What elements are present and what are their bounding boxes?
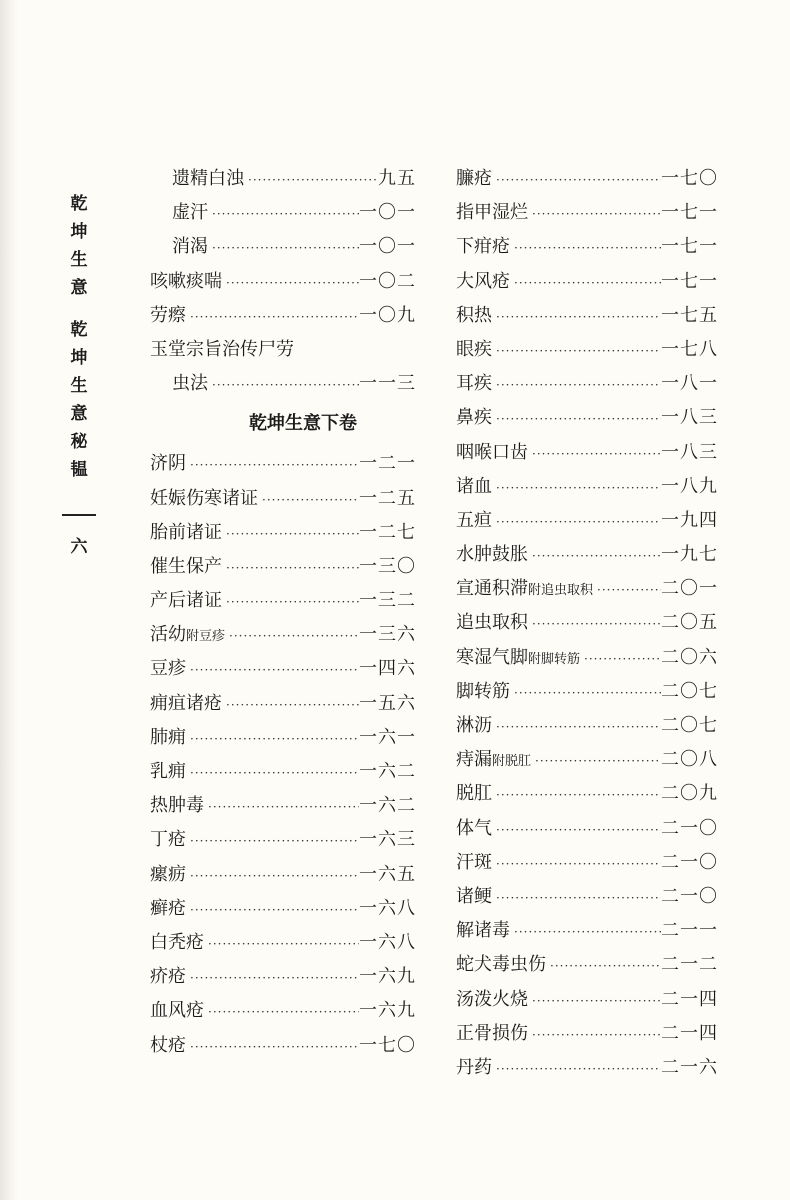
- toc-entry-page: 二〇七: [661, 680, 718, 702]
- toc-entry-title: [150, 687, 222, 721]
- toc-entry-title-main: 鼻疾: [456, 407, 492, 429]
- toc-entry: [456, 812, 718, 846]
- toc-entry-title: [456, 641, 580, 677]
- toc-entry-page: 一六九: [359, 1000, 416, 1022]
- toc-entry: [150, 265, 416, 299]
- toc-entry-page: 一六二: [359, 795, 416, 817]
- leader-dots: [492, 505, 661, 539]
- toc-entry-title-main: 蛇犬毒虫伤: [456, 954, 546, 976]
- toc-entry-page: 二一〇: [661, 817, 718, 839]
- toc-entry-page: 二〇八: [661, 749, 718, 771]
- toc-entry: [150, 960, 416, 994]
- toc-entry-title: [456, 880, 492, 914]
- toc-entry-title: [456, 675, 510, 709]
- toc-entry-page: 一七一: [661, 236, 718, 258]
- toc-entry-title-main: 乳痈: [150, 761, 186, 782]
- toc-entry: [456, 606, 718, 640]
- toc-entry-title: [150, 162, 244, 196]
- toc-entry-title-main: 寒湿气脚: [456, 646, 528, 668]
- toc-entry-page: 一六八: [359, 897, 416, 919]
- leader-dots: [186, 893, 359, 927]
- toc-entry-title-main: 体气: [456, 817, 492, 839]
- toc-entry-title-main: 血风疮: [150, 1000, 204, 1022]
- toc-entry-page: 一九七: [661, 544, 718, 566]
- toc-entry-title-main: 咽喉口齿: [456, 441, 528, 463]
- toc-entry-title: [150, 333, 294, 367]
- toc-entry: [456, 914, 718, 948]
- toc-entry-page: 一八九: [661, 475, 718, 497]
- toc-entry-title-main: 劳瘵: [150, 304, 186, 326]
- toc-entry-note: 附脱肛: [492, 754, 532, 770]
- leader-dots: [222, 517, 359, 551]
- toc-entry: [150, 994, 416, 1028]
- toc-entry-title-main: 追虫取积: [456, 612, 528, 634]
- leader-dots: [528, 197, 661, 231]
- toc-entry-title-main: 脱肛: [456, 783, 492, 805]
- leader-dots: [492, 710, 661, 744]
- toc-entry: [150, 755, 416, 789]
- leader-dots: [244, 163, 378, 197]
- leader-dots: [222, 266, 359, 300]
- toc-entry-title: [456, 470, 492, 504]
- toc-entry-page: 二一二: [661, 954, 718, 976]
- toc-entry-title: [150, 1029, 186, 1063]
- toc-entry-title-main: 汤泼火烧: [456, 988, 528, 1010]
- toc-entry: [456, 743, 718, 777]
- leader-dots: [510, 266, 661, 300]
- running-head-char: 生: [70, 376, 88, 396]
- running-head-char: 坤: [70, 222, 88, 242]
- toc-entry: [456, 436, 718, 470]
- toc-entry-title-main: 眼疾: [456, 338, 492, 360]
- toc-entry-title-main: 丁疮: [150, 829, 186, 851]
- toc-entry: [456, 641, 718, 675]
- toc-entry-page: 一九四: [661, 509, 718, 531]
- toc-entry-page: 一三二: [359, 590, 416, 612]
- toc-entry-title: [456, 983, 528, 1017]
- toc-entry: [456, 265, 718, 299]
- leader-dots: [528, 984, 661, 1018]
- toc-entry-page: 一六八: [359, 931, 416, 953]
- leader-dots: [492, 163, 661, 197]
- toc-entry-title-main: 玉堂宗旨治传尸劳: [150, 338, 294, 360]
- page-number: 六: [70, 537, 88, 557]
- toc-entry-title: [150, 721, 186, 755]
- leader-dots: [204, 995, 359, 1029]
- toc-entry-page: 一四六: [359, 658, 416, 680]
- toc-entry-page: 一二七: [359, 521, 416, 543]
- toc-entry: [150, 823, 416, 857]
- toc-entry-page: 一〇一: [359, 236, 416, 258]
- toc-entry-note: 附豆疹: [186, 629, 226, 645]
- leader-dots: [528, 1018, 661, 1052]
- toc-entry-page: 一三〇: [359, 555, 416, 577]
- toc-entry: [456, 880, 718, 914]
- leader-dots: [492, 813, 661, 847]
- running-head-char: 生: [70, 250, 88, 270]
- toc-entry-title-main: 积热: [456, 304, 492, 326]
- leader-dots: [186, 722, 359, 756]
- toc-entry-title-main: 水肿鼓胀: [456, 544, 528, 566]
- toc-entry-page: 一八三: [661, 407, 718, 429]
- toc-entry: [456, 675, 718, 709]
- toc-entry-title-main: 杖疮: [150, 1034, 186, 1056]
- leader-dots: [492, 881, 661, 915]
- toc-entry-page: 二一〇: [661, 851, 718, 873]
- toc-entry-title-main: 虫法: [172, 373, 208, 395]
- toc-entry-title: [150, 482, 258, 516]
- toc-entry-title: [456, 914, 510, 948]
- toc-entry-page: 一七一: [661, 202, 718, 224]
- toc-entry: [456, 196, 718, 230]
- toc-entry-title: [456, 401, 492, 435]
- toc-entry: [150, 550, 416, 584]
- toc-entry-title-main: 痔漏: [456, 749, 492, 771]
- toc-entry-title-main: 消渴: [172, 236, 208, 258]
- toc-entry-page: 九五: [378, 168, 416, 189]
- toc-entry-page: 二〇九: [661, 783, 718, 805]
- toc-entry-page: 一七〇: [661, 168, 718, 189]
- toc-entry: [150, 299, 416, 333]
- toc-entry-page: 一〇一: [359, 202, 416, 224]
- leader-dots: [258, 483, 359, 517]
- toc-entry-title: [456, 265, 510, 299]
- leader-dots: [492, 368, 661, 402]
- leader-dots: [546, 949, 661, 983]
- toc-entry-title: [150, 196, 208, 230]
- leader-dots: [186, 859, 359, 893]
- toc-entry-title-main: 虚汗: [172, 202, 208, 224]
- toc-entry: [150, 333, 416, 367]
- toc-entry-page: 一七五: [661, 304, 718, 326]
- toc-entry-title-main: 宣通积滞: [456, 578, 528, 600]
- toc-entry-title: [150, 230, 208, 264]
- toc-entry-page: 二一四: [661, 1022, 718, 1044]
- toc-entry: [150, 162, 416, 196]
- leader-dots: [208, 368, 359, 402]
- toc-entry: [456, 983, 718, 1017]
- leader-dots: [593, 573, 661, 607]
- toc-entry-title: [456, 333, 492, 367]
- toc-entry-title-main: 解诸毒: [456, 920, 510, 942]
- leader-dots: [222, 688, 359, 722]
- toc-entry-title-main: 活幼: [150, 624, 186, 646]
- toc-entry: [456, 1051, 718, 1085]
- section-title-text: 乾坤生意下卷: [249, 413, 357, 435]
- leader-dots: [225, 619, 359, 653]
- toc-entry-title: [150, 367, 208, 401]
- toc-entry-title-main: 咳嗽痰喘: [150, 270, 222, 292]
- toc-entry-title: [150, 652, 186, 686]
- toc-entry-note: 附追虫取积: [528, 583, 594, 599]
- toc-entry-title: [150, 994, 204, 1028]
- running-head-gap: [62, 302, 96, 316]
- toc-entry: [150, 652, 416, 686]
- toc-entry-title: [456, 777, 492, 811]
- leader-dots: [492, 402, 661, 436]
- toc-entry-title-main: 丹药: [456, 1056, 492, 1078]
- leader-dots: [580, 642, 661, 676]
- running-head-rule: [62, 514, 96, 516]
- toc-entry-title-main: 诸血: [456, 475, 492, 497]
- toc-entry: [150, 482, 416, 516]
- toc-entry-title-main: 耳疾: [456, 373, 492, 395]
- toc-entry-title: [150, 926, 204, 960]
- toc-entry-page: 一六五: [359, 863, 416, 885]
- toc-entry-title: [456, 504, 492, 538]
- toc-entry: [150, 516, 416, 550]
- toc-entry: [150, 858, 416, 892]
- toc-entry-title-main: 五疸: [456, 509, 492, 531]
- toc-entry: [150, 687, 416, 721]
- toc-entry-title: [150, 447, 186, 481]
- leader-dots: [208, 231, 359, 265]
- running-head-char: 乾: [70, 320, 88, 340]
- toc-entry-page: 一七八: [661, 338, 718, 360]
- toc-entry-title: [456, 367, 492, 401]
- toc-entry-page: 二一四: [661, 988, 718, 1010]
- toc-entry: [456, 777, 718, 811]
- page-edge-shadow: [0, 0, 18, 1200]
- toc-entry-page: 二一〇: [661, 885, 718, 907]
- toc-entry-title-main: 肺痈: [150, 726, 186, 748]
- leader-dots: [186, 1030, 359, 1064]
- leader-dots: [492, 334, 661, 368]
- running-head-char: 秘: [70, 432, 88, 452]
- leader-dots: [528, 437, 661, 471]
- toc-entry: [456, 367, 718, 401]
- toc-entry-page: 二〇五: [661, 612, 718, 634]
- toc-entry-page: 二一一: [661, 920, 718, 942]
- toc-entry: [456, 470, 718, 504]
- toc-entry-page: 一二一: [359, 453, 416, 475]
- toc-entry-title-main: 指甲湿烂: [456, 202, 528, 224]
- toc-entry-page: 一六三: [359, 829, 416, 851]
- toc-entry-title: [456, 436, 528, 470]
- toc-left-column: [150, 162, 416, 1063]
- toc-entry-page: 二〇七: [661, 715, 718, 736]
- toc-entry-page: 一〇九: [359, 304, 416, 326]
- toc-right-column: [456, 162, 718, 1085]
- toc-entry: [456, 333, 718, 367]
- toc-entry-title-main: 瘰疬: [150, 863, 186, 885]
- leader-dots: [510, 915, 661, 949]
- toc-entry: [456, 401, 718, 435]
- toc-entry-title: [456, 709, 492, 743]
- toc-entry-title-main: 臁疮: [456, 168, 492, 189]
- toc-entry-title: [150, 584, 222, 618]
- toc-entry: [456, 709, 718, 743]
- toc-entry: [150, 367, 416, 401]
- toc-entry-title: [150, 789, 204, 823]
- toc-entry: [456, 846, 718, 880]
- toc-entry-title: [150, 516, 222, 550]
- toc-entry-title: [150, 550, 222, 584]
- leader-dots: [186, 300, 359, 334]
- running-head-vertical: [62, 190, 96, 484]
- toc-entry-note: 附脚转筋: [528, 651, 581, 667]
- toc-entry-title-main: 大风疮: [456, 270, 510, 292]
- toc-entry-page: 一六二: [359, 761, 416, 782]
- toc-entry-title-main: 胎前诸证: [150, 521, 222, 543]
- toc-entry-page: 一七〇: [359, 1034, 416, 1056]
- toc-entry-page: 一六九: [359, 966, 416, 988]
- running-head-char: 意: [70, 278, 88, 298]
- running-head-char: 乾: [70, 194, 88, 214]
- toc-entry: [456, 504, 718, 538]
- toc-entry-title: [456, 196, 528, 230]
- toc-entry-title-main: 脚转筋: [456, 680, 510, 702]
- leader-dots: [492, 778, 661, 812]
- leader-dots: [208, 197, 359, 231]
- toc-entry-title: [456, 812, 492, 846]
- leader-dots: [510, 231, 661, 265]
- leader-dots: [492, 847, 661, 881]
- running-head-char: 韫: [70, 460, 88, 480]
- toc-entry-title: [150, 755, 186, 789]
- toc-entry-title-main: 遗精白浊: [172, 168, 244, 189]
- toc-entry-title-main: 痈疽诸疮: [150, 692, 222, 714]
- toc-entry-page: 二〇六: [661, 646, 718, 668]
- leader-dots: [222, 585, 359, 619]
- toc-entry-title-main: 豆疹: [150, 658, 186, 680]
- toc-entry: [150, 789, 416, 823]
- toc-entry-title-main: 催生保产: [150, 555, 222, 577]
- toc-entry-page: 一七一: [661, 270, 718, 292]
- leader-dots: [531, 744, 661, 778]
- toc-entry-page: 一二五: [359, 487, 416, 509]
- toc-entry-title: [456, 572, 593, 608]
- toc-entry-title: [456, 948, 546, 982]
- toc-entry-title-main: 下疳疮: [456, 236, 510, 258]
- leader-dots: [528, 539, 661, 573]
- leader-dots: [528, 607, 661, 641]
- toc-entry-title: [456, 846, 492, 880]
- toc-entry-page: 一五六: [359, 692, 416, 714]
- toc-entry-page: 二〇一: [661, 578, 718, 600]
- toc-entry-title-main: 妊娠伤寒诸证: [150, 487, 258, 509]
- leader-dots: [492, 471, 661, 505]
- toc-entry-title: [456, 1051, 492, 1085]
- leader-dots: [222, 551, 359, 585]
- toc-entry-title-main: 热肿毒: [150, 795, 204, 817]
- toc-entry-title: [456, 743, 531, 779]
- toc-entry-title: [150, 892, 186, 926]
- toc-entry-title: [150, 618, 225, 654]
- toc-entry-page: 一一三: [359, 373, 416, 395]
- toc-entry: [456, 572, 718, 606]
- leader-dots: [492, 1052, 661, 1086]
- toc-entry-page: 一〇二: [359, 270, 416, 292]
- toc-entry-page: 一八一: [661, 373, 718, 395]
- section-title: [150, 401, 416, 447]
- toc-entry-page: 一三六: [359, 624, 416, 646]
- toc-entry-title: [150, 823, 186, 857]
- leader-dots: [510, 676, 661, 710]
- toc-entry-title-main: 诸鲠: [456, 885, 492, 907]
- toc-entry: [150, 892, 416, 926]
- toc-entry: [456, 230, 718, 264]
- leader-dots: [204, 927, 359, 961]
- toc-entry: [150, 196, 416, 230]
- toc-entry-title-main: 正骨损伤: [456, 1022, 528, 1044]
- toc-entry-title-main: 产后诸证: [150, 590, 222, 612]
- leader-dots: [186, 653, 359, 687]
- toc-entry: [150, 618, 416, 652]
- toc-entry-title: [456, 299, 492, 333]
- toc-entry: [150, 447, 416, 481]
- toc-entry-title: [456, 1017, 528, 1051]
- toc-entry-title: [150, 960, 186, 994]
- toc-entry-title: [456, 538, 528, 572]
- toc-entry: [150, 584, 416, 618]
- toc-entry: [456, 162, 718, 196]
- leader-dots: [492, 300, 661, 334]
- leader-dots: [186, 448, 359, 482]
- leader-dots: [186, 824, 359, 858]
- toc-entry-title-main: 白秃疮: [150, 931, 204, 953]
- toc-entry-title: [150, 265, 222, 299]
- toc-entry-title-main: 淋沥: [456, 715, 492, 736]
- toc-entry: [150, 230, 416, 264]
- toc-entry: [456, 1017, 718, 1051]
- leader-dots: [186, 961, 359, 995]
- toc-entry-page: 一六一: [359, 726, 416, 748]
- toc-entry: [456, 948, 718, 982]
- toc-entry-page: 一八三: [661, 441, 718, 463]
- toc-entry-title-main: 癣疮: [150, 897, 186, 919]
- leader-dots: [186, 756, 359, 790]
- running-head-char: 意: [70, 404, 88, 424]
- toc-entry: [150, 721, 416, 755]
- toc-entry-page: 二一六: [661, 1056, 718, 1078]
- toc-entry-title-main: 济阴: [150, 453, 186, 475]
- toc-entry: [150, 926, 416, 960]
- toc-entry-title: [150, 858, 186, 892]
- toc-entry: [456, 299, 718, 333]
- toc-entry: [150, 1029, 416, 1063]
- leader-dots: [204, 790, 359, 824]
- toc-entry-title-main: 疥疮: [150, 966, 186, 988]
- toc-entry-title: [456, 230, 510, 264]
- toc-entry: [456, 538, 718, 572]
- toc-entry-title: [456, 606, 528, 640]
- toc-entry-title-main: 汗斑: [456, 851, 492, 873]
- running-head-char: 坤: [70, 348, 88, 368]
- toc-entry-title: [150, 299, 186, 333]
- toc-entry-title: [456, 162, 492, 196]
